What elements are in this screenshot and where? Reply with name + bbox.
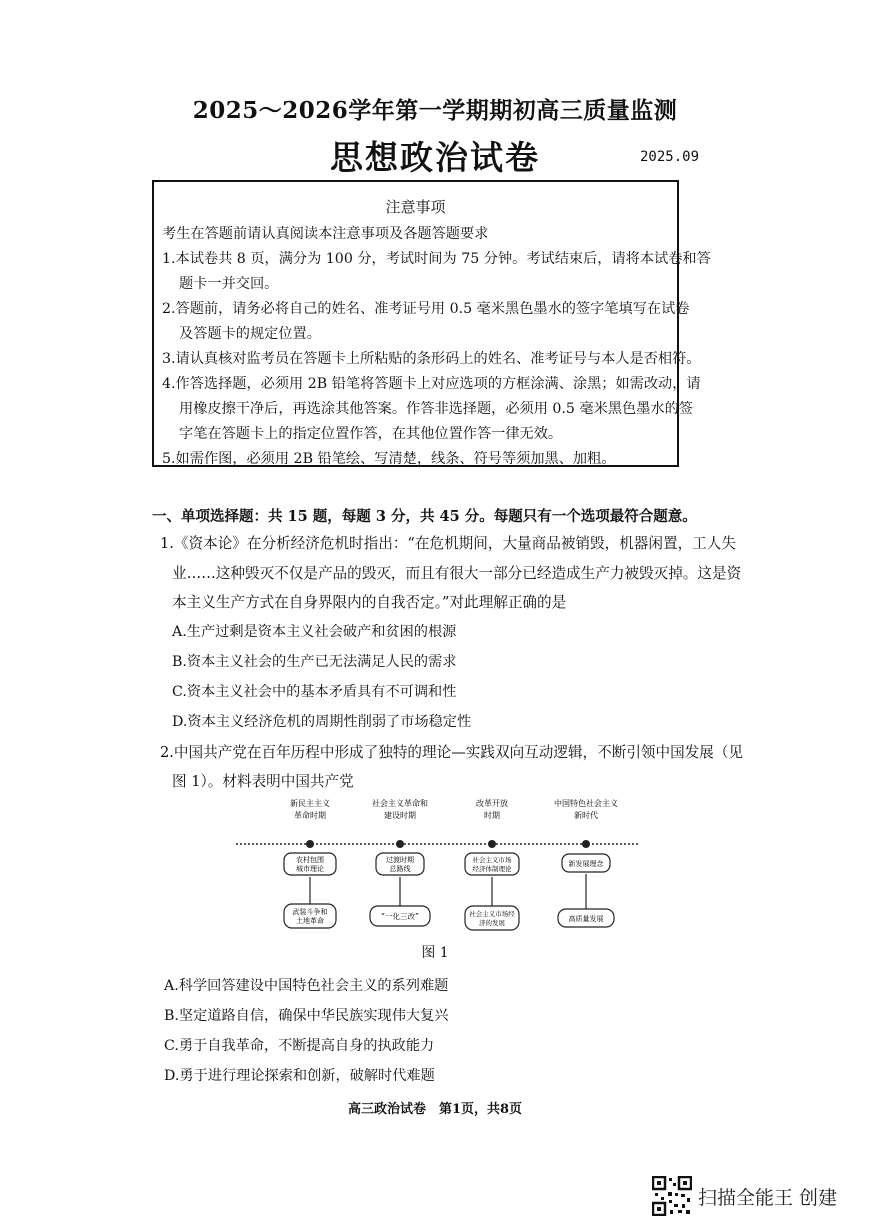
practice-label: 土地革命 <box>296 917 324 925</box>
notice-box <box>152 180 711 467</box>
question-1-text: 1.《资本论》在分析经济危机时指出：“在危机期间，大量商品被销毁，机器闲置，工人失 <box>160 535 736 552</box>
theory-label: 新发展理念 <box>568 860 604 868</box>
question-2-text: 2.中国共产党在百年历程中形成了独特的理论—实践双向互动逻辑，不断引领中国发展（见 <box>160 744 744 761</box>
period-label: 新时代 <box>574 811 598 820</box>
notice-line: 1.本试卷共 8 页，满分为 100 分，考试时间为 75 分钟。考试结束后，请将本试卷和答 <box>162 251 711 267</box>
theory-label: 经济体制理论 <box>472 865 512 873</box>
timeline-node <box>396 840 404 848</box>
scanner-watermark-text: 扫描全能王 创建 <box>698 1186 838 1209</box>
period-socialist-construction <box>370 798 430 926</box>
theory-label: 城市理论 <box>296 865 324 873</box>
question-2-option-c: C.勇于自我革命，不断提高自身的执政能力 <box>164 1038 435 1054</box>
practice-label: “一化三改” <box>381 912 419 921</box>
question-1-option-b: B.资本主义社会的生产已无法满足人民的需求 <box>172 654 457 670</box>
practice-label: 济的发展 <box>479 919 505 927</box>
timeline-node <box>306 840 314 848</box>
period-new-era <box>554 798 618 927</box>
notice-line: 及答题卡的规定位置。 <box>179 326 321 342</box>
notice-title: 注意事项 <box>385 198 446 216</box>
period-label: 建设时期 <box>384 811 416 820</box>
question-2-option-d: D.勇于进行理论探索和创新，破解时代难题 <box>164 1068 435 1084</box>
theory-label: 总路线 <box>389 865 411 873</box>
question-2-text: 图 1）。材料表明中国共产党 <box>172 773 354 790</box>
question-1-text: 本主义生产方式在自身界限内的自我否定。”对此理解正确的是 <box>172 594 567 611</box>
notice-line: 3.请认真核对监考员在答题卡上所粘贴的条形码上的姓名、准考证号与本人是否相符。 <box>162 351 701 367</box>
page-footer: 高三政治试卷 第1页，共8页 <box>347 1102 523 1117</box>
theory-label: 过渡时期 <box>386 856 414 864</box>
subject-title: 思想政治试卷 <box>330 138 540 177</box>
notice-line: 题卡一并交回。 <box>179 276 279 292</box>
notice-line: 5.如需作图，必须用 2B 铅笔绘、写清楚，线条、符号等须加黑、加粗。 <box>162 451 616 467</box>
period-label: 时期 <box>484 811 500 820</box>
question-2-option-b: B.坚定道路自信，确保中华民族实现伟大复兴 <box>164 1008 449 1024</box>
practice-label: 武装斗争和 <box>292 908 328 916</box>
section-heading: 一、单项选择题：共 15 题，每题 3 分，共 45 分。每题只有一个选项最符合题意。 <box>152 508 697 525</box>
question-2-option-a: A.科学回答建设中国特色社会主义的系列难题 <box>164 978 449 994</box>
practice-label: 社会主义市场经 <box>469 910 515 918</box>
question-1-text: 业……这种毁灭不仅是产品的毁灭，而且有很大一部分已经造成生产力被毁灭掉。这是资 <box>172 565 742 582</box>
theory-label: 农村包围 <box>296 856 324 864</box>
period-label: 社会主义革命和 <box>372 799 428 808</box>
practice-label: 高质量发展 <box>568 915 604 923</box>
timeline-node <box>582 840 590 848</box>
notice-line: 4.作答选择题，必须用 2B 铅笔将答题卡上对应选项的方框涂满、涂黑；如需改动，请 <box>162 376 701 392</box>
period-label: 中国特色社会主义 <box>554 799 618 808</box>
exam-title: 2025～2026学年第一学期期初高三质量监测 <box>192 97 678 124</box>
qr-code-icon <box>652 1176 692 1216</box>
period-label: 新民主主义 <box>290 799 330 808</box>
notice-line: 考生在答题前请认真阅读本注意事项及各题答题要求 <box>162 226 489 242</box>
timeline-node <box>488 840 496 848</box>
period-label: 革命时期 <box>294 811 326 820</box>
theory-label: 社会主义市场 <box>472 856 512 864</box>
figure-caption: 图 1 <box>421 945 449 961</box>
period-label: 改革开放 <box>476 799 508 808</box>
notice-line: 字笔在答题卡上的指定位置作答，在其他位置作答一律无效。 <box>179 426 563 442</box>
exam-date: 2025.09 <box>640 149 700 165</box>
notice-line: 2.答题前，请务必将自己的姓名、准考证号用 0.5 毫米黑色墨水的签字笔填写在试卷 <box>162 301 690 317</box>
figure-1-diagram <box>230 796 650 942</box>
period-reform-opening <box>465 798 519 930</box>
question-1-option-c: C.资本主义社会中的基本矛盾具有不可调和性 <box>172 684 457 700</box>
question-1-option-d: D.资本主义经济危机的周期性削弱了市场稳定性 <box>172 714 472 730</box>
scanner-watermark <box>652 1176 837 1216</box>
period-new-democratic <box>284 798 336 928</box>
question-1-option-a: A.生产过剩是资本主义社会破产和贫困的根源 <box>172 624 457 640</box>
notice-line: 用橡皮擦干净后，再选涂其他答案。作答非选择题，必须用 0.5 毫米黑色墨水的签 <box>179 401 693 417</box>
